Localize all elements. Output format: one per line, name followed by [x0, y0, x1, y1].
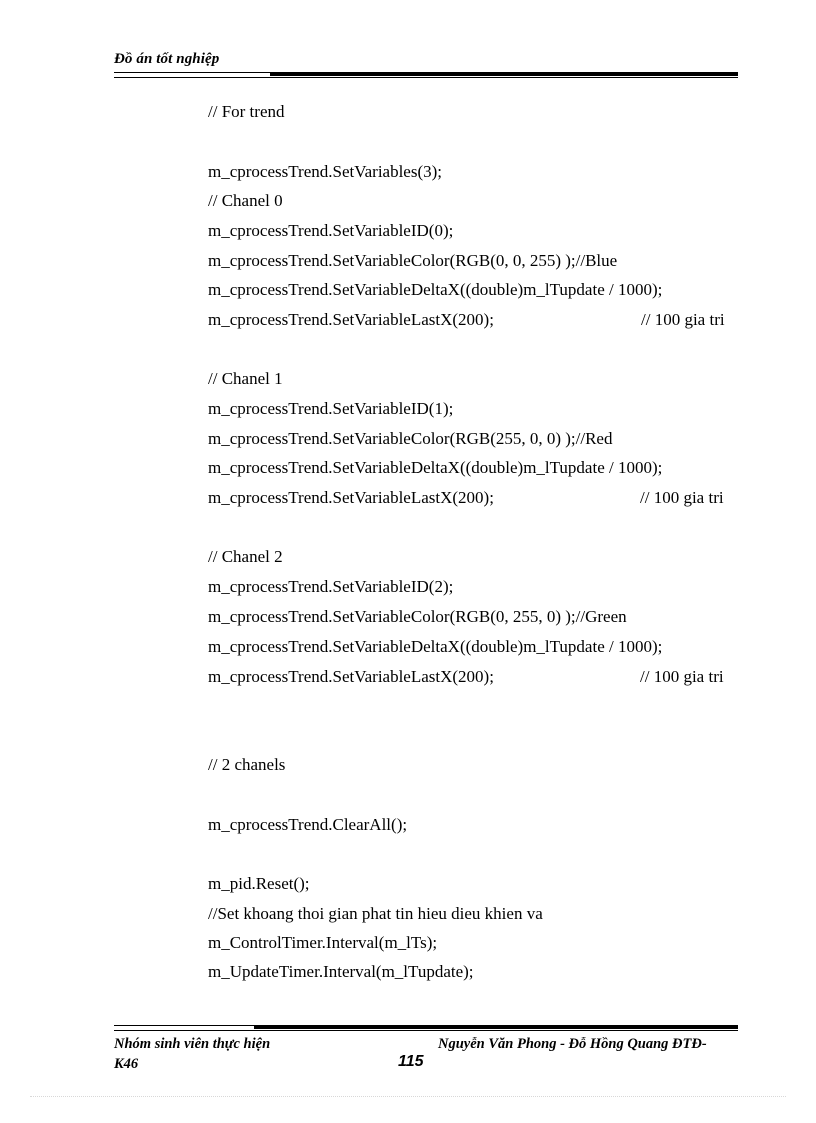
code-comment-right: // 100 gia tri [640, 488, 724, 507]
code-line: m_pid.Reset(); [208, 874, 310, 893]
footer-left: Nhóm sinh viên thực hiện [114, 1036, 271, 1052]
code-comment-right: // 100 gia tri [640, 667, 724, 686]
footer-right: Nguyễn Văn Phong - Đỗ Hồng Quang ĐTĐ- [438, 1036, 707, 1052]
code-line: m_cprocessTrend.SetVariableID(2); [208, 577, 454, 596]
code-line: m_cprocessTrend.SetVariableLastX(200); [208, 667, 494, 686]
code-line: // 2 chanels [208, 755, 286, 774]
code-line: m_cprocessTrend.SetVariableID(0); [208, 221, 454, 240]
code-comment-right: // 100 gia tri [641, 310, 725, 329]
code-line: m_cprocessTrend.SetVariableLastX(200); [208, 488, 494, 507]
code-line: // Chanel 1 [208, 369, 283, 388]
footer-rule-thick [254, 1026, 738, 1029]
footer-rule-thin [114, 1030, 738, 1031]
header-rule-thick [270, 73, 738, 76]
code-line: m_cprocessTrend.SetVariableLastX(200); [208, 310, 494, 329]
code-line: m_cprocessTrend.ClearAll(); [208, 815, 408, 834]
code-line: m_cprocessTrend.SetVariableID(1); [208, 399, 454, 418]
header-rule-under [114, 77, 738, 78]
code-line: // Chanel 0 [208, 191, 283, 210]
code-line: m_cprocessTrend.SetVariableColor(RGB(0, 0, 255) );//Blue [208, 251, 618, 270]
page-header-title: Đồ án tốt nghiệp [114, 51, 220, 67]
code-line: m_UpdateTimer.Interval(m_lTupdate); [208, 962, 474, 981]
code-line: m_cprocessTrend.SetVariableDeltaX((double)m_lTupdate / 1000); [208, 637, 663, 656]
code-line: m_ControlTimer.Interval(m_lTs); [208, 933, 438, 952]
footer-left-continued: K46 [114, 1056, 139, 1072]
code-line: // Chanel 2 [208, 547, 283, 566]
code-line: m_cprocessTrend.SetVariableDeltaX((double)m_lTupdate / 1000); [208, 280, 663, 299]
code-line: m_cprocessTrend.SetVariables(3); [208, 162, 443, 181]
code-line: m_cprocessTrend.SetVariableColor(RGB(255, 0, 0) );//Red [208, 429, 613, 448]
code-line: // For trend [208, 102, 285, 121]
page-bottom-divider [30, 1096, 786, 1097]
code-line: m_cprocessTrend.SetVariableDeltaX((double)m_lTupdate / 1000); [208, 458, 663, 477]
code-line: //Set khoang thoi gian phat tin hieu dieu khien va [208, 904, 543, 923]
page-number: 115 [398, 1053, 424, 1070]
code-line: m_cprocessTrend.SetVariableColor(RGB(0, 255, 0) );//Green [208, 607, 627, 626]
